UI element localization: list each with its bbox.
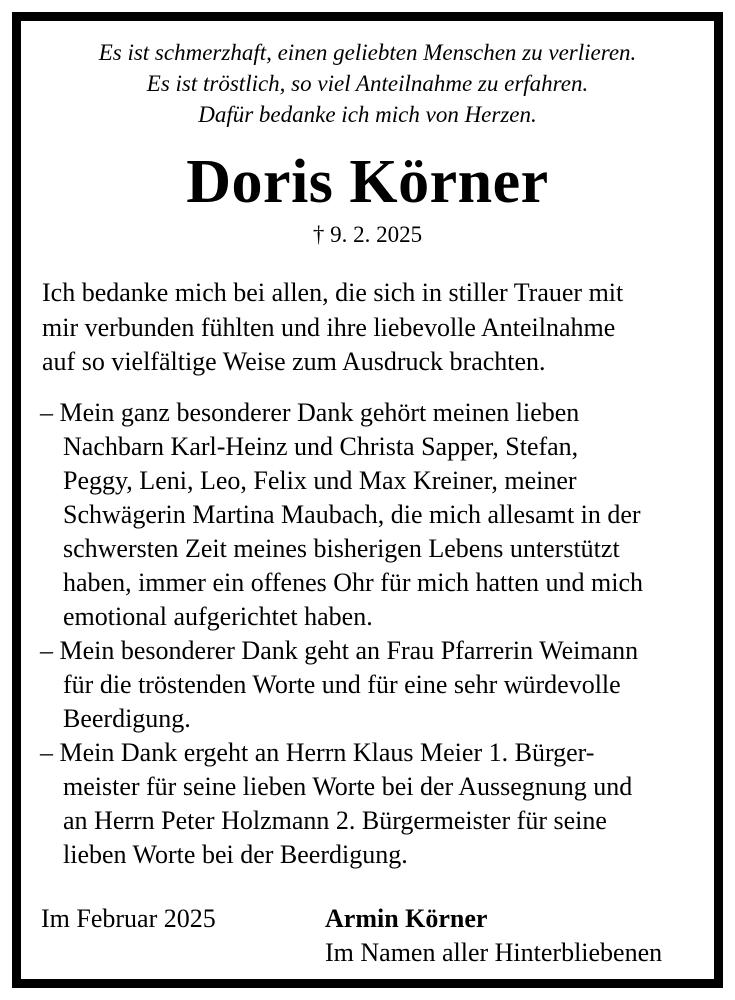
thanks-item-2-line-1: – Mein besonderer Dank geht an Frau Pfarrerin Weimann: [40, 636, 639, 665]
thanks-item-1-line-1: – Mein ganz besonderer Dank gehört meinen lieben: [40, 398, 580, 427]
thanks-item-1-line-5: schwersten Zeit meines bisherigen Lebens unterstützt: [63, 534, 620, 563]
thanks-item-1-line-7: emotional aufgerichtet haben.: [63, 602, 373, 631]
death-date: † 9. 2. 2025: [312, 222, 423, 247]
quote-line-1: Es ist schmerzhaft, einen geliebten Menschen zu verlieren.: [98, 40, 637, 65]
thanks-item-3-line-2: meister für seine lieben Worte bei der Aussegnung und: [63, 772, 633, 801]
intro-line-1: Ich bedanke mich bei allen, die sich in stiller Trauer mit: [42, 278, 624, 307]
thanks-item-1-line-2: Nachbarn Karl-Heinz und Christa Sapper, Stefan,: [63, 432, 579, 461]
signer-note: Im Namen aller Hinterbliebenen: [325, 938, 663, 967]
intro-line-3: auf so vielfältige Weise zum Ausdruck brachten.: [42, 347, 546, 376]
deceased-name: Doris Körner: [186, 148, 549, 216]
thanks-item-3-line-4: lieben Worte bei der Beerdigung.: [63, 840, 408, 869]
thanks-item-3-line-3: an Herrn Peter Holzmann 2. Bürgermeister für seine: [63, 806, 607, 835]
thanks-item-1-line-3: Peggy, Leni, Leo, Felix und Max Kreiner, meiner: [63, 466, 577, 495]
quote-line-3: Dafür bedanke ich mich von Herzen.: [198, 102, 537, 127]
thanks-item-2-line-3: Beerdigung.: [63, 704, 191, 733]
footer-date: Im Februar 2025: [41, 904, 216, 933]
thanks-item-1-line-6: haben, immer ein offenes Ohr für mich hatten und mich: [63, 568, 644, 597]
thanks-item-1-line-4: Schwägerin Martina Maubach, die mich allesamt in der: [63, 500, 641, 529]
quote-line-2: Es ist tröstlich, so viel Anteilnahme zu erfahren.: [146, 71, 589, 96]
thanks-item-2-line-2: für die tröstenden Worte und für eine sehr würdevolle: [63, 670, 621, 699]
thanks-item-3-line-1: – Mein Dank ergeht an Herrn Klaus Meier 1. Bürger-: [40, 738, 595, 767]
intro-line-2: mir verbunden fühlten und ihre liebevolle Anteilnahme: [42, 313, 616, 342]
signer-name: Armin Körner: [325, 904, 488, 933]
